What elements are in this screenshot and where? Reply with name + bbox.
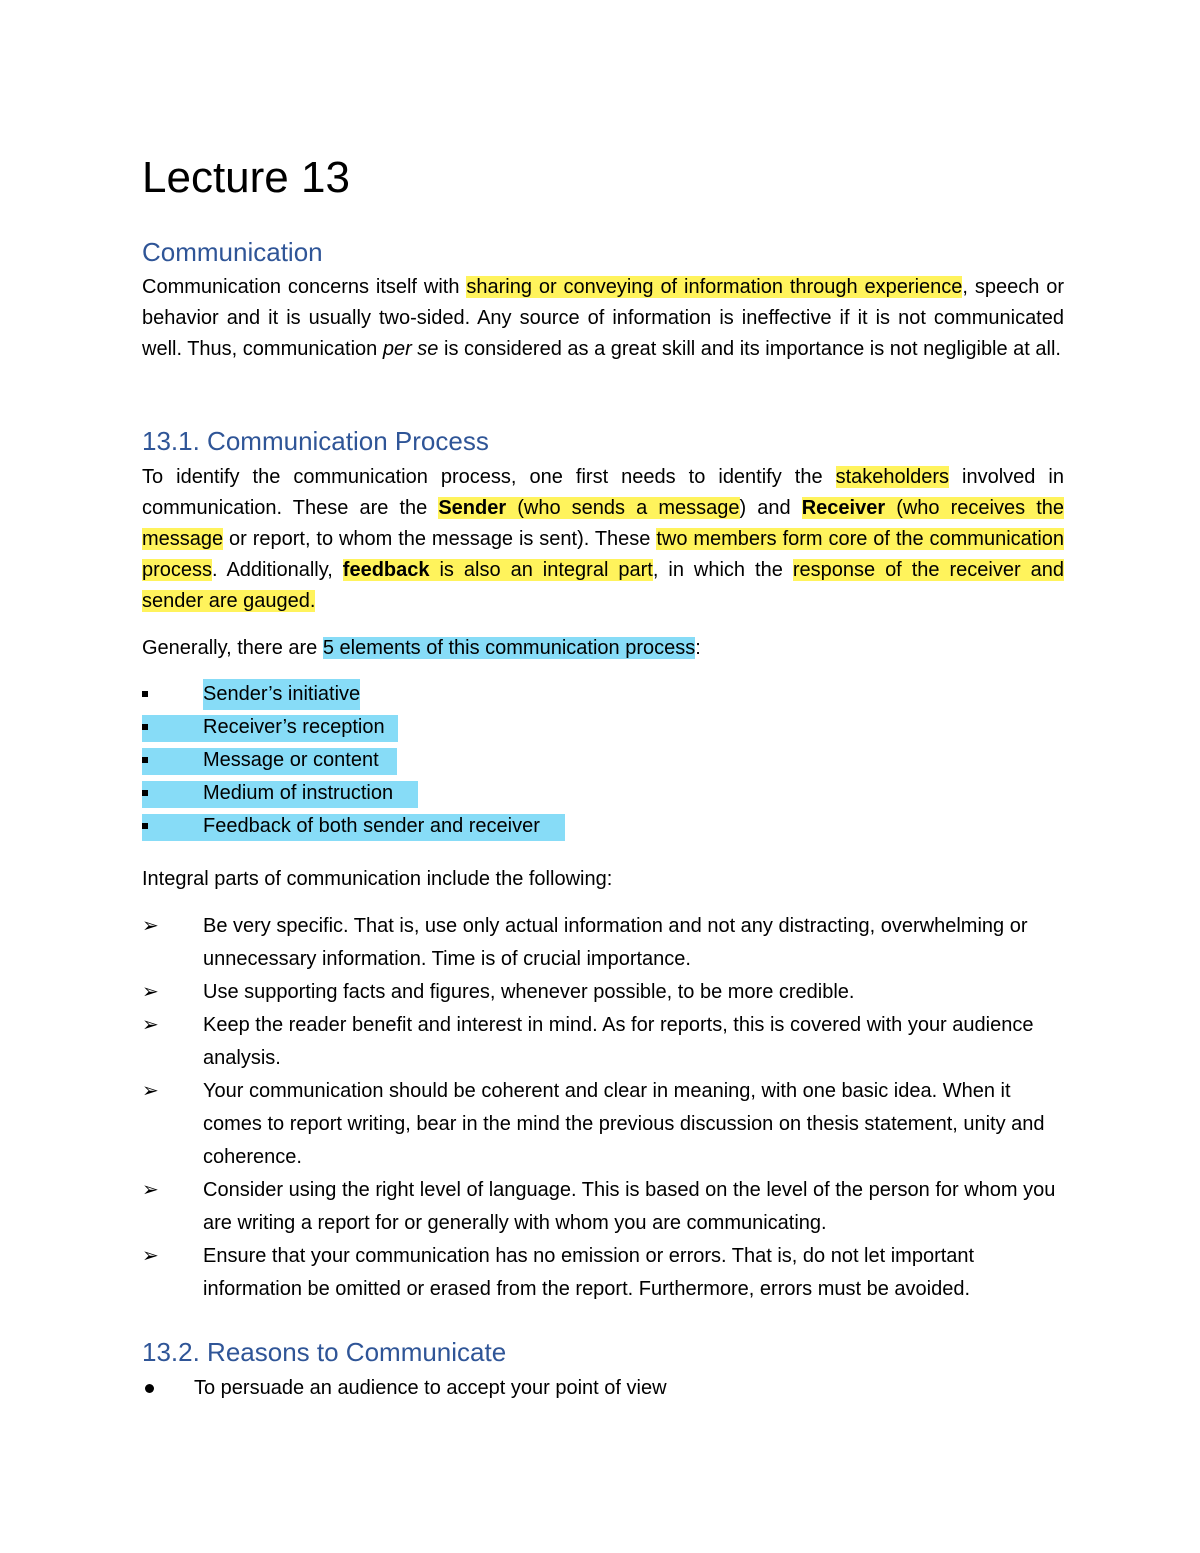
- bold-receiver: Receiver: [801, 497, 886, 519]
- highlight-five-elements: 5 elements of this communication process: [322, 637, 696, 659]
- bold-sender: Sender: [438, 497, 507, 519]
- paragraph-integral-intro: Integral parts of communication include the following:: [142, 868, 613, 890]
- square-bullet-icon: [142, 724, 148, 730]
- arrow-bullet-icon: ➢: [142, 1080, 159, 1102]
- text-run: . Additionally,: [212, 559, 343, 581]
- list-item-text: Feedback of both sender and receiver: [203, 815, 540, 837]
- text-run: , speech or behavior and it is usually two-sided. Any source of information is ineffective if it is not communicated well. Thus, communication: [142, 276, 1064, 360]
- list-item-text: Receiver’s reception: [203, 716, 385, 738]
- text-run: , in which the: [652, 559, 793, 581]
- highlight-response: response of the receiver and sender are gauged.: [142, 559, 1064, 612]
- list-item: [142, 811, 1042, 844]
- square-bullet-icon: [142, 757, 148, 763]
- highlight-core: two members form core of the communication process: [142, 528, 1065, 581]
- heading-communication-process: 13.1. Communication Process: [142, 426, 489, 456]
- list-item: [142, 910, 1062, 976]
- highlight-sharing: sharing or conveying of information through experience: [466, 276, 963, 298]
- arrow-bullet-icon: ➢: [142, 915, 159, 937]
- highlight-sender: [438, 497, 739, 519]
- list-item-text: Message or content: [203, 749, 379, 771]
- paragraph-process: [142, 462, 1064, 617]
- text-run: Generally, there are: [142, 637, 323, 659]
- list-item: [142, 1240, 1062, 1306]
- highlight-stakeholders: stakeholders: [835, 466, 949, 488]
- text-run: To identify the communication process, one first needs to identify the: [142, 466, 836, 488]
- square-bullet-icon: [142, 691, 148, 697]
- list-item: [142, 712, 1042, 745]
- elements-list: [142, 679, 1042, 844]
- arrow-bullet-icon: ➢: [142, 1245, 159, 1267]
- heading-communication: Communication: [142, 237, 323, 267]
- text-run: is also an integral part: [429, 559, 653, 581]
- arrow-bullet-icon: ➢: [142, 1014, 159, 1036]
- text-run: involved in communication. These are the: [142, 466, 1064, 519]
- list-item-text: Be very specific. That is, use only actual information and not any distracting, overwhelming or unnecessary information. Time is of crucial importance.: [203, 915, 1028, 970]
- list-item-text: Medium of instruction: [203, 782, 394, 804]
- list-item-text: Keep the reader benefit and interest in mind. As for reports, this is covered with your audience analysis.: [203, 1014, 1034, 1069]
- list-item: [142, 976, 1062, 1009]
- paragraph-communication: [142, 272, 1064, 365]
- list-item: [142, 679, 1042, 712]
- text-run: (who sends a message: [506, 497, 740, 519]
- text-run: ) and: [739, 497, 802, 519]
- integral-parts-list: [142, 910, 1062, 1306]
- reasons-list: [142, 1373, 1042, 1404]
- text-run: (who receives the message: [142, 497, 1064, 550]
- arrow-bullet-icon: ➢: [142, 1179, 159, 1201]
- paragraph-elements-intro: [142, 633, 1064, 664]
- list-item: [142, 745, 1042, 778]
- text-run: :: [695, 637, 701, 659]
- list-item-text: To persuade an audience to accept your point of view: [194, 1377, 667, 1399]
- list-item: [142, 1075, 1062, 1174]
- bold-feedback: feedback: [342, 559, 430, 581]
- list-item-text: Consider using the right level of language. This is based on the level of the person for whom you are writing a report for or generally with whom you are communicating.: [203, 1179, 1056, 1234]
- square-bullet-icon: [142, 823, 148, 829]
- square-bullet-icon: [142, 790, 148, 796]
- list-item-text: Your communication should be coherent and clear in meaning, with one basic idea. When it comes to report writing, bear in the mind the previous discussion on thesis statement, unity and coherence.: [203, 1080, 1045, 1168]
- round-bullet-icon: [145, 1384, 154, 1393]
- list-item-text: Use supporting facts and figures, whenever possible, to be more credible.: [203, 981, 855, 1003]
- list-item: [142, 778, 1042, 811]
- list-item: [142, 1373, 1042, 1404]
- document-title: Lecture 13: [142, 153, 350, 202]
- highlight-feedback: [343, 559, 653, 581]
- text-run: is considered as a great skill and its importance is not negligible at all.: [438, 338, 1061, 360]
- list-item-text: Ensure that your communication has no emission or errors. That is, do not let important information be omitted or erased from the report. Furthermore, errors must be avoided.: [203, 1245, 975, 1300]
- list-item: [142, 1009, 1062, 1075]
- text-run: or report, to whom the message is sent). These: [223, 528, 657, 550]
- list-item: [142, 1174, 1062, 1240]
- text-run: Communication concerns itself with: [142, 276, 467, 298]
- heading-reasons-to-communicate: 13.2. Reasons to Communicate: [142, 1337, 507, 1367]
- italic-per-se: per se: [382, 338, 439, 360]
- arrow-bullet-icon: ➢: [142, 981, 159, 1003]
- list-item-text: Sender’s initiative: [203, 679, 360, 710]
